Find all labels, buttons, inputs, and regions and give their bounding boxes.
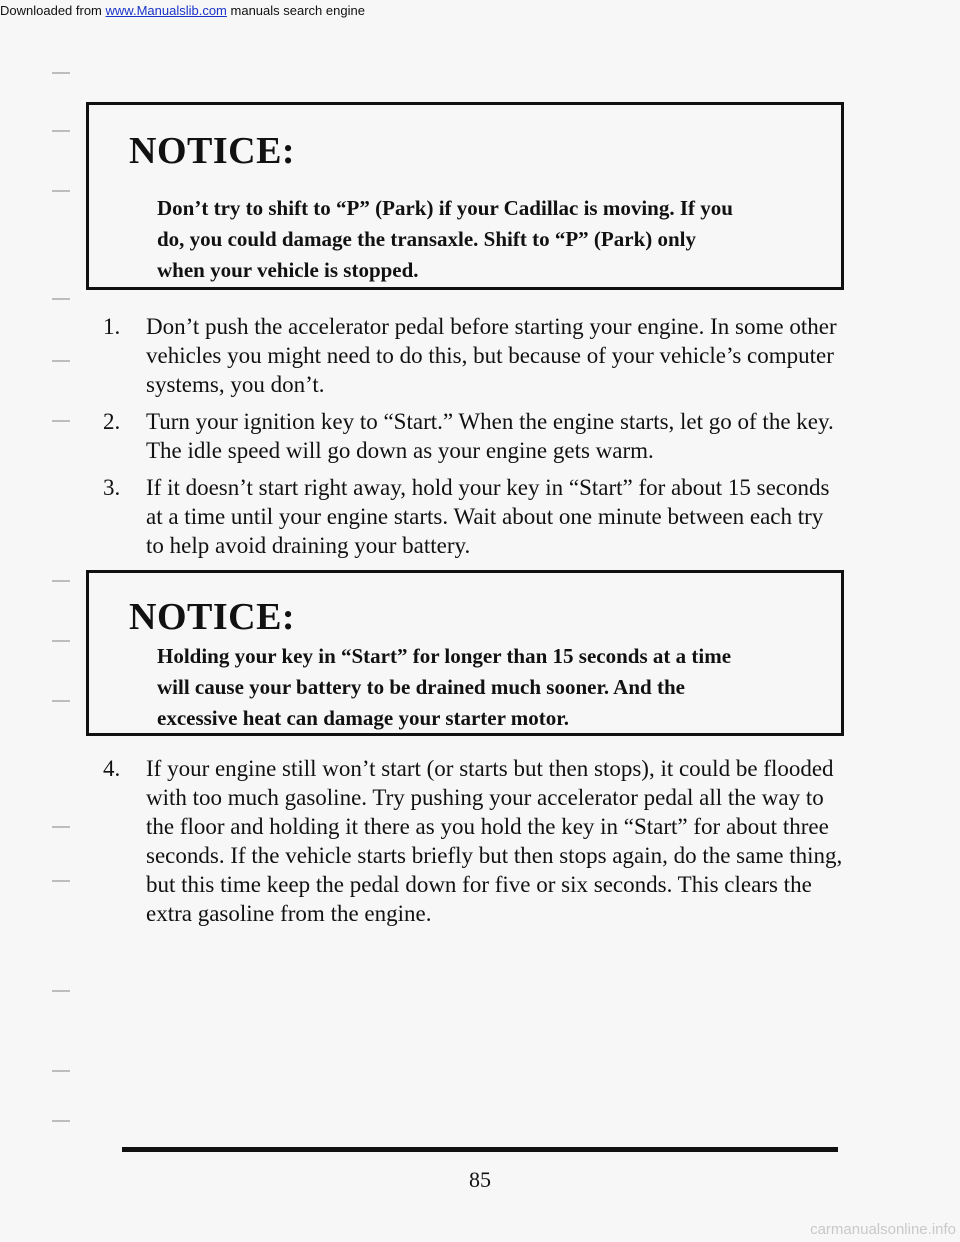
notice-line: when your vehicle is stopped. (157, 258, 419, 282)
notice-line: Holding your key in “Start” for longer than 15 seconds at a time (157, 644, 732, 668)
margin-tick (52, 130, 70, 132)
footer-rule (122, 1147, 838, 1152)
notice-line: will cause your battery to be drained much sooner. And the (157, 675, 685, 699)
step-item (103, 407, 843, 465)
manualslib-link[interactable]: www.Manualslib.com (105, 3, 227, 18)
flooded-steps (103, 754, 843, 928)
step-number: 2. (103, 409, 121, 434)
starting-steps (103, 312, 843, 560)
margin-tick (52, 1120, 70, 1122)
margin-tick (52, 826, 70, 828)
notice-line: Don’t try to shift to “P” (Park) if your Cadillac is moving. If you (157, 196, 733, 220)
margin-tick (52, 360, 70, 362)
margin-tick (52, 880, 70, 882)
header-suffix: manuals search engine (230, 3, 365, 18)
notice-title: NOTICE: (129, 596, 296, 638)
step-item (103, 312, 843, 399)
page-number: 85 (469, 1167, 491, 1192)
step-item (103, 754, 843, 928)
notice-title: NOTICE: (129, 130, 296, 172)
step-text: If your engine still won’t start (or starts but then stops), it could be flooded with too much gasoline. Try pushing your accelerator pedal all the way to the floor and holding it there as you hold the key in “Start” for about three seconds. If the vehicle starts briefly but then stops again, do the same thing, but this time keep the pedal down for five or six seconds. This clears the extra gasoline from the engine. (146, 756, 843, 926)
margin-tick (52, 580, 70, 582)
step-text: If it doesn’t start right away, hold your key in “Start” for about 15 seconds at a time until your engine starts. Wait about one minute between each try to help avoid draining your battery. (146, 475, 830, 558)
margin-tick (52, 700, 70, 702)
notice-box-shift (86, 102, 844, 290)
step-text: Don’t push the accelerator pedal before starting your engine. In some other vehicles you might need to do this, but because of your vehicle’s computer systems, you don’t. (146, 314, 837, 397)
notice-line: do, you could damage the transaxle. Shift to “P” (Park) only (157, 227, 697, 251)
watermark: carmanualsonline.info (810, 1221, 956, 1238)
margin-tick (52, 640, 70, 642)
step-number: 1. (103, 314, 121, 339)
step-number: 3. (103, 475, 121, 500)
notice-text (157, 193, 822, 286)
margin-tick (52, 298, 70, 300)
step-item (103, 473, 843, 560)
margin-tick (52, 420, 70, 422)
notice-box-battery (86, 570, 844, 736)
margin-tick (52, 990, 70, 992)
notice-line: excessive heat can damage your starter motor. (157, 706, 569, 730)
margin-tick (52, 1070, 70, 1072)
download-header (0, 3, 365, 18)
step-text: Turn your ignition key to “Start.” When the engine starts, let go of the key. The idle speed will go down as your engine gets warm. (146, 409, 834, 463)
step-number: 4. (103, 756, 121, 781)
margin-tick (52, 72, 70, 74)
margin-tick (52, 190, 70, 192)
header-prefix: Downloaded from (0, 3, 102, 18)
notice-text (157, 641, 822, 734)
